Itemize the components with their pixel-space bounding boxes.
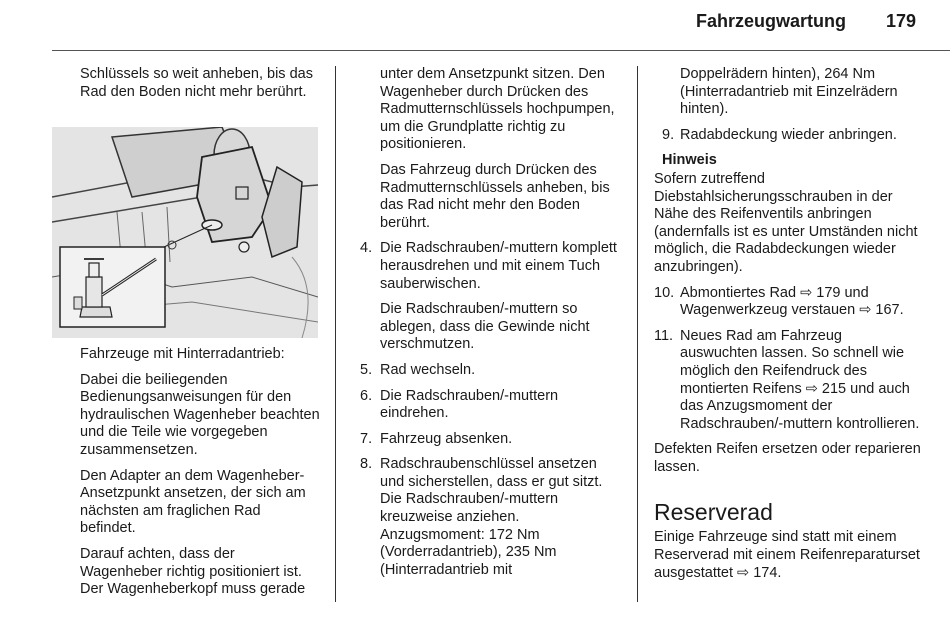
section-title: Reserverad [654,499,773,526]
list-item [360,388,622,423]
figure-caption: Fahrzeuge mit Hinterradantrieb: [80,346,285,362]
column-3 [654,66,922,590]
column-1 [80,66,320,109]
note-heading: Hinweis [662,152,717,169]
column-divider-1 [335,66,336,602]
list-item [360,431,622,449]
step-text: Rad wechseln. [380,361,476,378]
step-number: 4. [360,240,373,257]
steps-list [360,240,622,579]
step-number: 11. [654,327,674,344]
steps-list-10-11 [654,285,922,434]
col1-intro: Schlüssels so weit anheben, bis das Rad den Boden nicht mehr berührt. [80,66,313,100]
column-1-lower [80,346,320,607]
column-divider-2 [637,66,638,602]
step-text: Radschraubenschlüssel ansetzen und sicherstellen, dass er gut sitzt. Die Radschrauben/-muttern kreuzweise anziehen. Anzugsmoment: 172 Nm (Vorderradantrieb), 235 Nm (Hinterradantrieb mit [380,456,603,578]
page-header [0,0,950,56]
col2-para-2: Das Fahrzeug durch Drücken des Radmutternschlüssels anheben, bis das Rad nicht mehr den Boden berührt. [380,161,610,231]
jack-illustration-svg [52,127,318,338]
step-number: 8. [360,456,373,473]
page-number: 179 [885,11,916,31]
list-item [654,285,922,320]
step-text: Fahrzeug absenken. [380,430,513,447]
step-number: 7. [360,430,373,447]
jack-illustration [52,127,318,338]
step-number: 10. [654,284,675,301]
col1-para-2: Den Adapter an dem Wagenheber-Ansetzpunkt ansetzen, der sich am nächsten am fraglichen Rad befindet. [80,467,306,537]
col1-para-3: Darauf achten, dass der Wagenheber richtig positioniert ist. Der Wagenheberkopf muss gerade [80,545,306,598]
list-item [654,328,922,434]
step-extra: Die Radschrauben/-muttern so ablegen, dass die Gewinde nicht verschmutzen. [380,301,590,353]
col2-continuation [360,66,622,232]
section-text: Einige Fahrzeuge sind statt mit einem Reserverad mit einem Reifenreparaturset ausgestattet ⇨ 174. [654,529,920,581]
step-text: Die Radschrauben/-muttern eindrehen. [380,387,559,422]
list-item [360,456,622,579]
col2-para-1: unter dem Ansetzpunkt sitzen. Den Wagenheber durch Drücken des Radmutternschlüssels hochpumpen, um die Grundplatte richtig zu positionieren. [380,66,615,153]
step-number: 9. [662,126,675,143]
step-text: Abmontiertes Rad ⇨ 179 und Wagenwerkzeug verstauen ⇨ 167. [680,284,904,319]
col3-continuation: Doppelrädern hinten), 264 Nm (Hinterradantrieb mit Einzelrädern hinten). [680,66,898,118]
list-item [360,240,622,354]
col3-after: Defekten Reifen ersetzen oder reparieren lassen. [654,441,921,475]
step-number: 6. [360,387,373,404]
col1-para-1: Dabei die beiliegenden Bedienungsanweisungen für den hydraulischen Wagenheber beachten und die Teile wie vorgegeben zusammensetzen. [80,371,320,458]
list-item [360,362,622,380]
chapter-title: Fahrzeugwartung [695,11,846,31]
steps-list-9 [654,127,922,145]
step-text: Neues Rad am Fahrzeug auswuchten lassen. So schnell wie möglich den Reifendruck des montierten Reifens ⇨ 215 und auch das Anzugsmoment der Radschrauben/-muttern kontrollieren. [680,327,920,432]
column-2 [360,66,622,587]
note-text: Sofern zutreffend Diebstahlsicherungsschrauben in der Nähe des Reifenventils anbringen (andernfalls ist es unter Umständen nicht möglich, die Radabdeckungen wieder anzubringen). [654,170,918,275]
step-text: Die Radschrauben/-muttern komplett herausdrehen und mit einem Tuch sauberwischen. [380,240,617,292]
step-text: Radabdeckung wieder anbringen. [680,126,897,143]
header-rule [52,50,950,51]
list-item [654,127,922,145]
step-number: 5. [360,361,373,378]
